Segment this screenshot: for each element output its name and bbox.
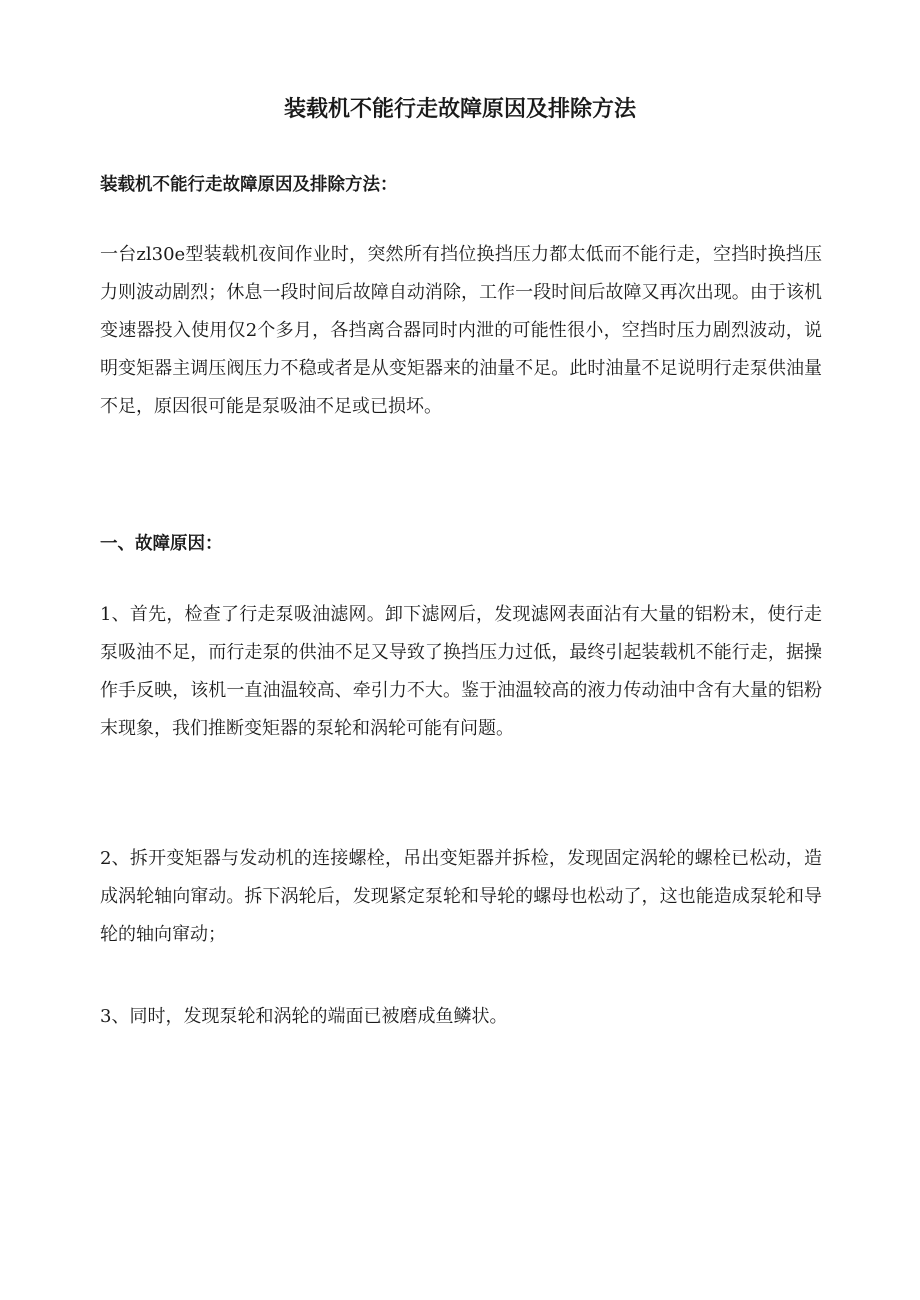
causes-heading: 一、故障原因：	[100, 534, 223, 554]
document-title: 装载机不能行走故障原因及排除方法	[283, 97, 636, 122]
cause-item-3: 3、同时，发现泵轮和涡轮的端面已被磨成鱼鳞状。	[100, 1006, 508, 1027]
cause-item-2: 2、拆开变矩器与发动机的连接螺栓，吊出变矩器并拆检，发现固定涡轮的螺栓已松动，造成涡轮轴向窜动。拆下涡轮后，发现紧定泵轮和导轮的螺母也松动了，这也能造成泵轮和导轮的轴向窜动；	[100, 848, 822, 945]
intro-paragraph: 一台zl30e型装载机夜间作业时，突然所有挡位换挡压力都太低而不能行走，空挡时换挡压力则波动剧烈；休息一段时间后故障自动消除，工作一段时间后故障又再次出现。由于该机变速器投入使用仅2个多月，各挡离合器同时内泄的可能性很小，空挡时压力剧烈波动，说明变矩器主调压阀压力不稳或者是从变矩器来的油量不足。此时油量不足说明行走泵供油量不足，原因很可能是泵吸油不足或已损坏。	[100, 244, 822, 417]
cause-item-1: 1、首先，检查了行走泵吸油滤网。卸下滤网后，发现滤网表面沾有大量的铝粉末，使行走泵吸油不足，而行走泵的供油不足又导致了换挡压力过低，最终引起装载机不能行走，据操作手反映，该机一直油温较高、牵引力不大。鉴于油温较高的液力传动油中含有大量的铝粉末现象，我们推断变矩器的泵轮和涡轮可能有问题。	[100, 604, 822, 739]
intro-heading: 装载机不能行走故障原因及排除方法：	[100, 175, 398, 195]
